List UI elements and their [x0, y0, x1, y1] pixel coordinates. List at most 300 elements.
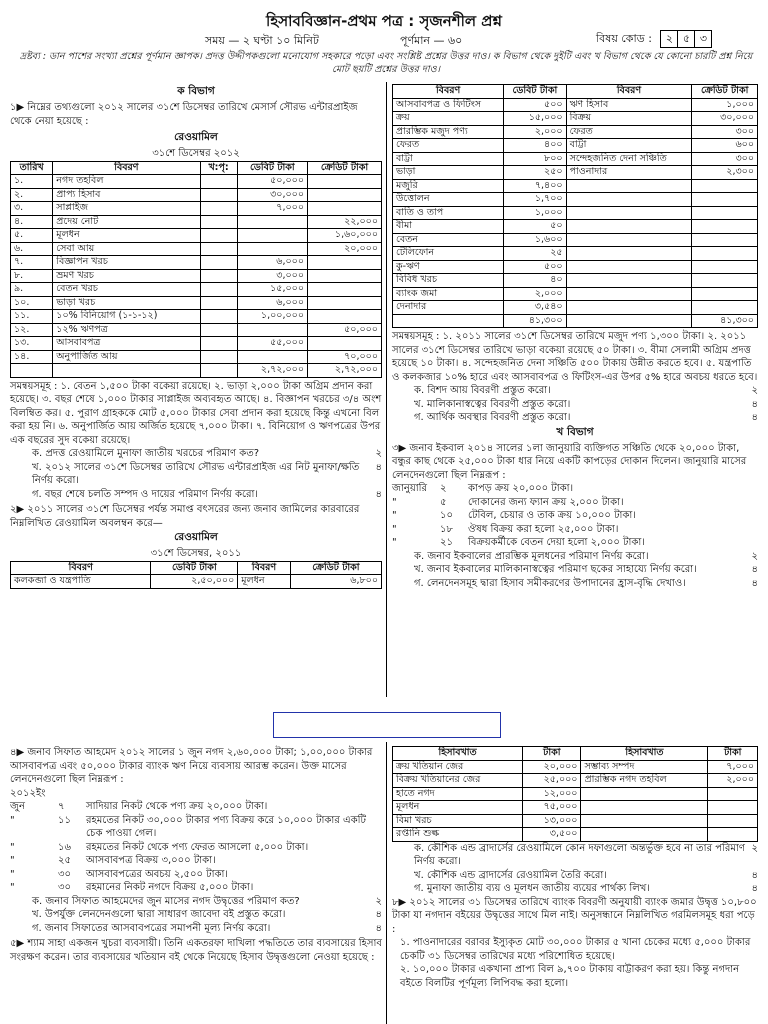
part-label: খ. — [32, 461, 45, 473]
table-cell: ৫০০ — [504, 260, 566, 274]
table-row — [11, 269, 382, 283]
question-5-intro: ৫▶ শ্যাম সাহা একজন খুচরা ব্যবসায়ী। তিনি একতরফা দাখিলা পদ্ধতিতে তার ব্যবসায়ের হিসাব সংরক্ষণ করেন। তার ব্যবসায়ের খতিয়ান বই থেকে নিয়েছে হিসাব উদ্বৃত্তগুলো নেওয়া হয়েছে : — [10, 938, 382, 963]
page-title: হিসাববিজ্ঞান-প্রথম পত্র : সৃজনশীল প্রশ্ন — [266, 12, 502, 30]
table-cell — [692, 179, 758, 193]
table-cell — [708, 828, 758, 842]
table-row — [11, 242, 382, 256]
table-cell — [566, 179, 692, 193]
table-row — [393, 274, 758, 288]
part-marks: ৪ — [375, 922, 382, 934]
table-cell: বেতন — [393, 233, 504, 247]
part-label: খ. — [414, 869, 427, 881]
table-row — [11, 188, 382, 202]
question-7-continued — [392, 746, 758, 990]
table-cell: বেতন খরচ — [53, 283, 200, 297]
part-marks: ৪ — [751, 869, 758, 881]
table-cell: ১,০০,০০০ — [237, 310, 307, 324]
total-row — [393, 314, 758, 328]
table-cell: ৩০,০০০ — [237, 188, 307, 202]
table-cell: ২৫০ — [504, 166, 566, 180]
table-cell — [566, 301, 692, 315]
part-label: ক. — [32, 448, 46, 459]
code-digit: ৫ — [677, 30, 695, 48]
table-cell — [11, 364, 53, 378]
part-marks: ৪ — [751, 564, 758, 575]
table-cell: ৪০ — [504, 274, 566, 288]
table-cell: ২২,০০০ — [308, 215, 382, 229]
transaction-row — [392, 496, 758, 510]
transaction-row — [392, 523, 758, 537]
transaction-date: ২ — [440, 483, 447, 494]
table-cell: ৭,৪০০ — [504, 179, 566, 193]
table-cell: ১,০০০ — [692, 98, 758, 112]
subject-code — [596, 30, 712, 49]
trial-balance-title: রেওয়ামিল — [174, 131, 218, 143]
table-row — [393, 179, 758, 193]
part-text: জনাব ইকবালের মালিকানাস্বত্বের পরিমাণ ছকের সাহায্যে নির্ণয় করো। — [426, 564, 697, 575]
table-cell: ৪০০ — [504, 139, 566, 153]
table-cell: ১২% ঋণপত্র — [53, 323, 200, 337]
q8-item: ১. পাওনাদারের বরাবর ইস্যুকৃত মোট ৩০,০০০ টাকার ৫ খানা চেকের মধ্যে ৫,০০০ টাকার চেকটি ৩১ ডিসেম্বর তারিখের মধ্যে পরিশোধিত হয়েছে। — [400, 937, 751, 962]
table-row — [11, 175, 382, 189]
table-cell: ঋণ হিসাব — [566, 98, 692, 112]
transaction-month: " — [392, 537, 397, 548]
table-cell — [200, 269, 237, 283]
question-1-intro: ১▶ নিম্নের তথ্যগুলো ২০১২ সালের ৩১শে ডিসেম্বর তারিখে মেসার্স সৌরভ এন্টারপ্রাইজ থেকে নেয়া হয়েছে : — [10, 102, 358, 127]
transaction-row — [10, 854, 382, 868]
part-text: জনাব সিফাত আহমেদের জুন মাসের নগদ উদ্বৃত্তের পরিমাণ কত? — [45, 895, 300, 907]
table-cell: ১৩,০০০ — [523, 814, 581, 828]
question-part — [414, 577, 758, 591]
table-cell — [566, 233, 692, 247]
column-header: বিবরণ — [393, 85, 504, 99]
code-digit: ৩ — [694, 30, 712, 48]
section-ka — [10, 84, 382, 589]
transaction-text: ঔষধ বিক্রয় করা হলো ২৫,০০০ টাকা। — [468, 523, 619, 535]
table-row — [11, 283, 382, 297]
table-row — [11, 296, 382, 310]
table-cell: ফেরত — [393, 139, 504, 153]
question-4 — [10, 746, 382, 964]
table-cell: ফেরত — [566, 125, 692, 139]
trial-balance-table — [10, 161, 382, 378]
q2-trial-balance-table — [10, 561, 382, 589]
column-divider — [386, 82, 387, 697]
transaction-date: ৫ — [440, 496, 447, 508]
part-text: ২০১২ সালের ৩১শে ডিসেম্বর তারিখে সৌরভ এন্টারপ্রাইজ এর নিট মুনাফা/ক্ষতি নির্ণয় করো। — [32, 461, 360, 486]
table-cell: মূলধন — [238, 575, 291, 589]
table-cell — [566, 193, 692, 207]
transaction-text: টেবিল, চেয়ার ও তাক ক্রয় ১০,০০০ টাকা। — [468, 510, 636, 521]
table-cell: ৫০০ — [504, 98, 566, 112]
table-row — [393, 206, 758, 220]
table-cell: টেলিফোন — [393, 247, 504, 261]
table-cell — [692, 193, 758, 207]
transaction-text: আসবাবপত্র বিক্রয় ৩,০০০ টাকা। — [86, 855, 216, 866]
transaction-row — [392, 536, 758, 550]
table-cell — [200, 229, 237, 243]
table-row — [393, 301, 758, 315]
transaction-date: ১৬ — [58, 841, 71, 853]
part-text: কৌশিক এন্ড ব্রাদার্সের রেওয়ামিল তৈরি করো। — [426, 869, 607, 881]
table-cell: ১,৭০০ — [504, 193, 566, 207]
table-cell: অনুপার্জিত আয় — [53, 350, 200, 364]
question-part — [414, 869, 758, 883]
table-row — [11, 323, 382, 337]
table-cell: হাতে নগদ — [393, 787, 523, 801]
column-header: ডেবিট টাকা — [237, 161, 307, 175]
part-marks: ৪ — [751, 412, 758, 423]
table-cell — [692, 274, 758, 288]
table-cell — [566, 314, 692, 328]
table-row — [393, 112, 758, 126]
table-cell: ৯. — [11, 283, 53, 297]
table-cell: উত্তোলন — [393, 193, 504, 207]
table-cell — [692, 220, 758, 234]
table-cell — [566, 274, 692, 288]
q2-trial-balance-continued — [392, 84, 758, 328]
table-cell — [237, 215, 307, 229]
table-cell: ৩০০ — [692, 152, 758, 166]
transaction-text: সাদিয়ার নিকট থেকে পণ্য ক্রয় ২০,০০০ টাকা। — [86, 801, 268, 812]
part-label: গ. — [414, 412, 427, 423]
table-cell: ২০,০০০ — [523, 760, 581, 774]
table-cell: আসবাবপত্র ও ফিটিংস — [393, 98, 504, 112]
part-text: কৌশিক এন্ড ব্রাদার্সের রেওয়ামিলে কোন দফাগুলো অন্তর্ভুক্ত হবে না তার পরিমাণ নির্ণয় করো। — [414, 842, 745, 867]
column-header: ডেবিট টাকা — [504, 85, 566, 99]
part-marks: ২ — [375, 448, 382, 459]
table-cell: বিক্রয় — [566, 112, 692, 126]
subject-code-label: বিষয় কোড : — [596, 32, 652, 45]
part-text: উপর্যুক্ত লেনদেনগুলো দ্বারা সাধারণ জাবেদা বই প্রস্তুত করো। — [44, 909, 286, 920]
table-cell — [692, 247, 758, 261]
table-cell: ৭০,০০০ — [308, 350, 382, 364]
part-label: খ. — [32, 909, 45, 920]
table-cell — [566, 247, 692, 261]
question-part — [32, 447, 382, 461]
table-row — [393, 125, 758, 139]
part-marks: ২ — [375, 895, 382, 907]
table-cell — [393, 314, 504, 328]
table-cell: ১২,০০০ — [523, 787, 581, 801]
question-2-adjustments: সমন্বয়সমূহ : ১. ২০১১ সালের ৩১শে ডিসেম্বর তারিখে মজুদ পণ্য ১,৩০০ টাকা। ২. ২০১১ সালের ৩১শে ডিসেম্বর তারিখে ভাড়া বকেয়া রয়েছে ৫০ টাকা। ৩. বীমা সেলামী অগ্রিম প্রদত্ত হয়েছে ১০ টাকা। ৪. সন্দেহজনিত দেনা সঞ্চিতি ৫০০ টাকায় উন্নীত করতে হবে। ৫. যন্ত্রপাতি ও কলকজার ১০% হারে এবং আসবাবপত্র ও ফিটিংস-এর উপর ৫% হারে অবচয় ধরতে হবে। — [392, 331, 758, 383]
table-cell: দেনাদার — [393, 301, 504, 315]
transaction-month: " — [392, 523, 397, 535]
q4-year: ২০১২ইং — [10, 787, 46, 799]
transaction-date: ৩০ — [58, 868, 72, 880]
table-cell: ১১. — [11, 310, 53, 324]
table-cell — [581, 828, 708, 842]
question-3-intro: ৩▶ জনাব ইকবাল ২০১৪ সালের ১লা জানুয়ারি ব্যক্তিগত সঞ্চিতি থেকে ২০,০০০ টাকা, বন্ধুর কাছ থেকে ২৫,০০০ টাকা ধার নিয়ে একটি কাপড়ের দোকান দিলেন। জানুয়ারি মাসের লেনদেনগুলো ছিল নিম্নরূপ : — [392, 442, 747, 481]
table-row — [393, 787, 758, 801]
transaction-month: " — [10, 855, 15, 866]
table-cell: প্রাপ্য হিসাব — [53, 188, 200, 202]
question-part — [32, 488, 382, 502]
transaction-date: ১১ — [58, 814, 71, 826]
transaction-date: ১৮ — [440, 523, 453, 535]
transaction-month: " — [392, 510, 397, 521]
table-cell — [237, 229, 307, 243]
table-cell: রপ্তানি শুল্ক — [393, 828, 523, 842]
table-cell: ৭৫,০০০ — [523, 801, 581, 815]
column-header: খ:পৃ: — [200, 161, 237, 175]
table-cell: ভাড়া — [393, 166, 504, 180]
table-cell: ক্রয় খতিয়ান জের — [393, 760, 523, 774]
part-marks: ৪ — [751, 398, 758, 410]
column-header: হিসাবখাত — [393, 747, 523, 761]
table-row — [393, 152, 758, 166]
table-cell — [308, 283, 382, 297]
part-marks: ৪ — [751, 883, 758, 894]
transaction-date: ২১ — [440, 537, 453, 548]
table-row — [11, 256, 382, 270]
table-cell — [566, 260, 692, 274]
q2-trial-balance-date: ৩১শে ডিসেম্বর, ২০১১ — [150, 548, 242, 559]
ledger-balance-table — [392, 746, 758, 842]
transaction-text: আসবাবপত্রের অবচয় ২,৫০০ টাকা। — [86, 868, 228, 880]
table-cell: ব্যাংক জমা — [393, 287, 504, 301]
question-part — [32, 895, 382, 909]
part-label: গ. — [414, 577, 427, 589]
q2-trial-balance-title: রেওয়ামিল — [174, 531, 218, 543]
table-cell — [708, 787, 758, 801]
table-cell — [566, 287, 692, 301]
table-cell: ১২. — [11, 323, 53, 337]
table-cell: ৩,০০০ — [237, 269, 307, 283]
table-cell: ৮০০ — [504, 152, 566, 166]
column-header: বিবরণ — [11, 561, 151, 575]
table-cell: বাট্টা — [566, 139, 692, 153]
part-label: খ. — [414, 398, 427, 410]
part-text: জনাব ইকবালের প্রারম্ভিক মূলধনের পরিমাণ নির্ণয় করো। — [427, 550, 649, 562]
table-cell: সাপ্লাইজ — [53, 202, 200, 216]
table-row — [11, 350, 382, 364]
table-cell: ১৫,০০০ — [237, 283, 307, 297]
table-row — [393, 247, 758, 261]
table-cell: ১,৬০০ — [504, 233, 566, 247]
table-cell — [308, 269, 382, 283]
part-text: প্রদত্ত রেওয়ামিলে মুনাফা জাতীয় খরচের পরিমাণ কত? — [45, 448, 260, 459]
table-cell — [200, 310, 237, 324]
table-cell: ১,৬০,০০০ — [308, 229, 382, 243]
table-cell — [200, 242, 237, 256]
column-header: টাকা — [708, 747, 758, 761]
part-label: ক. — [414, 550, 428, 562]
table-cell — [692, 301, 758, 315]
part-label: গ. — [32, 488, 45, 500]
table-cell — [581, 801, 708, 815]
part-marks: ৪ — [751, 577, 758, 589]
transaction-date: ১০ — [440, 510, 453, 521]
part-text: বিশদ আয় বিবরণী প্রস্তুত করো। — [427, 385, 551, 396]
table-cell: ৬,৮০০ — [290, 575, 381, 589]
table-cell — [692, 260, 758, 274]
table-cell: মূলধন — [393, 801, 523, 815]
question-part — [414, 882, 758, 896]
part-marks: ৪ — [375, 461, 382, 473]
table-cell: কলকব্জা ও যন্ত্রপাতি — [11, 575, 151, 589]
column-header: বিবরণ — [238, 561, 291, 575]
table-cell — [200, 188, 237, 202]
table-cell — [308, 188, 382, 202]
question-part — [414, 842, 758, 869]
table-cell — [692, 206, 758, 220]
table-cell: ৫৫,০০০ — [237, 337, 307, 351]
table-cell: ৫০ — [504, 220, 566, 234]
transaction-month: " — [10, 841, 15, 853]
transaction-date: ২৫ — [58, 855, 71, 866]
table-row — [393, 233, 758, 247]
table-cell — [308, 310, 382, 324]
question-part — [414, 384, 758, 398]
column-header: তারিখ — [11, 161, 53, 175]
table-cell — [708, 801, 758, 815]
column-header: ক্রেডিট টাকা — [308, 161, 382, 175]
column-header: ডেবিট টাকা — [151, 561, 238, 575]
table-cell: আসবাবপত্র — [53, 337, 200, 351]
table-cell — [237, 242, 307, 256]
table-cell: ১৩. — [11, 337, 53, 351]
table-cell: ক্রয় — [393, 112, 504, 126]
table-cell: বিক্রয় খতিয়ানের জের — [393, 774, 523, 788]
table-cell: ৫০,০০০ — [237, 175, 307, 189]
transaction-row — [10, 800, 382, 814]
table-cell: ১,০০০ — [504, 206, 566, 220]
transaction-date: ৩০ — [58, 882, 72, 893]
question-1-adjustments: সমন্বয়সমূহ : ১. বেতন ১,৫০০ টাকা বকেয়া রয়েছে। ২. ভাড়া ২,০০০ টাকা অগ্রিম প্রদান করা হয়েছে। ৩. বছর শেষে ১,০০০ টাকার সাপ্লাইজ অব্যবহৃত আছে। ৪. বিজ্ঞাপন খরচের ৩/৪ অংশ বিলম্বিত কর। ৫. পুরাণ গ্রাহককে মোট ৫,০০০ টাকার সেবা প্রদান করা হয়েছে কিন্তু এখনো বিল করা হয় নি। ৬. অনুপার্জিত আয় অর্জিত হয়েছে ৭,০০০ টাকা। ৭. বিনিয়োগ ও ঋণপত্রের উপর এক বছরের সুদ বকেয়া রয়েছে। — [10, 380, 382, 446]
section-heading: ক বিভাগ — [177, 85, 215, 97]
table-cell: বাতি ও তাপ — [393, 206, 504, 220]
table-cell — [200, 296, 237, 310]
part-text: লেনদেনসমূহ দ্বারা হিসাব সমীকরণের উপাদানের হ্রাস-বৃদ্ধি দেখাও। — [426, 577, 686, 589]
part-text: জনাব সিফাতের আসবাবপত্রের সমাপনী মূল্য নির্ণয় করো। — [44, 922, 271, 934]
table-row — [393, 220, 758, 234]
table-cell: বিবিধ খরচ — [393, 274, 504, 288]
table-cell — [692, 233, 758, 247]
part-marks: ৪ — [375, 909, 382, 920]
table-cell — [200, 175, 237, 189]
table-cell: ভ্রমণ খরচ — [53, 269, 200, 283]
table-cell: ভাড়া খরচ — [53, 296, 200, 310]
table-row — [393, 193, 758, 207]
table-cell: ২,০০০ — [504, 125, 566, 139]
table-cell: ২০,০০০ — [308, 242, 382, 256]
table-row — [11, 337, 382, 351]
question-part — [32, 908, 382, 922]
table-cell: ২৫ — [504, 247, 566, 261]
table-cell — [566, 206, 692, 220]
table-cell — [581, 814, 708, 828]
table-cell: ২,৫০,০০০ — [151, 575, 238, 589]
transaction-date: ৭ — [58, 801, 65, 812]
table-cell — [692, 287, 758, 301]
table-cell — [308, 337, 382, 351]
table-row — [393, 814, 758, 828]
question-part — [414, 550, 758, 564]
transaction-month: " — [392, 496, 397, 508]
table-cell — [581, 787, 708, 801]
table-cell: ১. — [11, 175, 53, 189]
table-row — [393, 760, 758, 774]
table-cell — [200, 256, 237, 270]
transaction-row — [392, 482, 758, 496]
transaction-text: রহমানের নিকট নগদে বিক্রয় ৫,০০০ টাকা। — [86, 882, 254, 893]
table-row — [393, 774, 758, 788]
table-cell: ১৫,০০০ — [504, 112, 566, 126]
part-marks: ৪ — [375, 488, 382, 500]
table-cell: ২৫,০০০ — [523, 774, 581, 788]
table-row — [393, 828, 758, 842]
table-cell: ১০% বিনিয়োগ (১-১-১২) — [53, 310, 200, 324]
table-cell: বিমা খরচ — [393, 814, 523, 828]
table-cell — [53, 364, 200, 378]
transaction-text: কাপড় ক্রয় ২০,০০০ টাকা। — [468, 483, 574, 494]
table-cell: প্রারম্ভিক নগদ তহবিল — [581, 774, 708, 788]
table-cell — [566, 220, 692, 234]
table-cell: ৬,০০০ — [237, 296, 307, 310]
table-row — [11, 310, 382, 324]
table-cell: নগদ তহবিল — [53, 175, 200, 189]
part-text: আর্থিক অবস্থার বিবরণী প্রস্তুত করো। — [426, 412, 571, 423]
table-cell: ২,০০০ — [504, 287, 566, 301]
table-cell: ৩০০ — [692, 125, 758, 139]
table-cell: বাট্টা — [393, 152, 504, 166]
transaction-month: " — [10, 882, 15, 893]
table-row — [393, 166, 758, 180]
table-cell — [200, 283, 237, 297]
table-cell: ৩,৫০০ — [523, 828, 581, 842]
debit-total: ২,৭২,০০০ — [237, 364, 307, 378]
full-marks: পূর্ণমান — ৬০ — [400, 34, 463, 47]
column-header: টাকা — [523, 747, 581, 761]
question-part — [32, 461, 382, 488]
table-row — [393, 801, 758, 815]
part-label: ক. — [414, 842, 428, 854]
page-divider-box — [273, 712, 501, 738]
column-header: ক্রেডিট টাকা — [692, 85, 758, 99]
table-cell: ৫. — [11, 229, 53, 243]
table-cell — [200, 337, 237, 351]
instruction-note: দ্রষ্টব্য : ডান পাশের সংখ্যা প্রশ্নের পূর্ণমান জ্ঞাপক। প্রদত্ত উদ্দীপকগুলো মনোযোগ সহকারে পড়ো এবং সংশ্লিষ্ট প্রশ্নের উত্তর দাও। ক বিভাগ থেকে দুইটি এবং খ বিভাগ থেকে যে কোনো চারটি প্রশ্ন নিয়ে মোট ছয়টি প্রশ্নের উত্তর দাও। — [19, 51, 753, 75]
table-cell: সেবা আয় — [53, 242, 200, 256]
table-cell: বিজ্ঞাপন খরচ — [53, 256, 200, 270]
table-cell: ৩,৫৪০ — [504, 301, 566, 315]
part-marks: ২ — [751, 550, 758, 562]
table-cell: প্রারম্ভিক মজুদ পণ্য — [393, 125, 504, 139]
credit-total: ৪১,৩০০ — [692, 314, 758, 328]
table-cell: মূলধন — [53, 229, 200, 243]
table-cell: প্রদেয় নোট — [53, 215, 200, 229]
question-2-intro: ২▶ ২০১১ সালের ৩১শে ডিসেম্বর পর্যন্ত সমাপ্ত বৎসরের জন্য জনাব জামিলের কারবারের নিম্নলিখিত রেওয়ামিল অবলম্বন করে— — [10, 504, 360, 529]
transaction-text: দোকানের জন্য ফ্যান ক্রয় ২,০০০ টাকা। — [468, 496, 624, 508]
part-label: খ. — [414, 564, 427, 575]
part-marks: ২ — [751, 385, 758, 396]
table-cell: ২,০০০ — [708, 774, 758, 788]
part-label: ক. — [414, 385, 428, 396]
transaction-month: " — [10, 814, 15, 826]
table-cell — [308, 256, 382, 270]
table-cell: পাওনাদার — [566, 166, 692, 180]
column-header: হিসাবখাত — [581, 747, 708, 761]
transaction-text: বিক্রয়কর্মীকে বেতন দেয়া হলো ২,০০০ টাকা। — [468, 537, 645, 548]
table-cell — [308, 202, 382, 216]
column-header: বিবরণ — [566, 85, 692, 99]
question-part — [414, 398, 758, 412]
table-cell — [200, 323, 237, 337]
part-label: গ. — [414, 883, 427, 894]
table-cell: কু-ঋণ — [393, 260, 504, 274]
table-cell — [200, 215, 237, 229]
